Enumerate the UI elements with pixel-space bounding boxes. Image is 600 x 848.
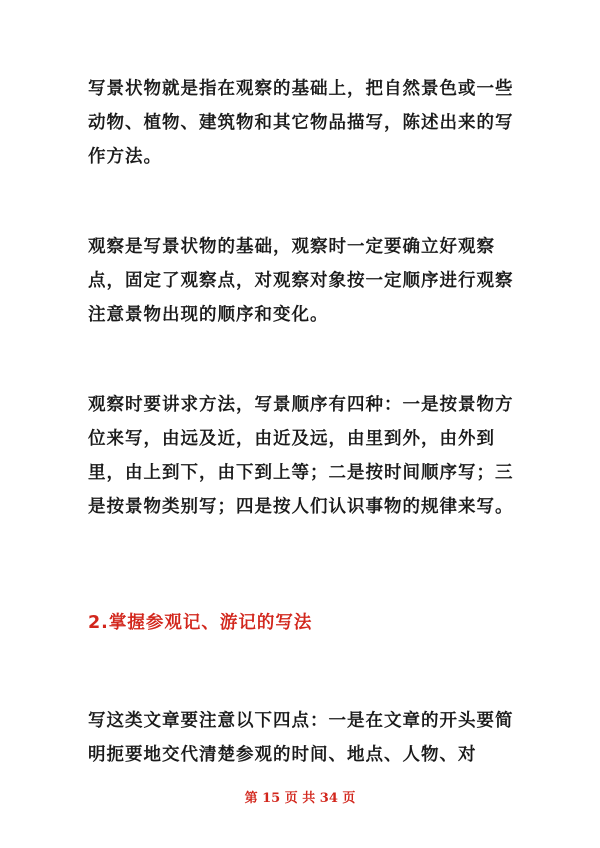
paragraph-intro: 写景状物就是指在观察的基础上，把自然景色或一些动物、植物、建筑物和其它物品描写，陈述出来的写作方法。	[88, 79, 514, 167]
paragraph-visit-notes: 写这类文章要注意以下四点：一是在文章的开头要简明扼要地交代清楚参观的时间、地点、人物、对	[88, 711, 514, 765]
section-heading: 2.掌握参观记、游记的写法	[88, 613, 313, 633]
paragraph-observation: 观察是写景状物的基础，观察时一定要确立好观察点，固定了观察点，对观察对象按一定顺序进行观察注意景物出现的顺序和变化。	[88, 237, 514, 325]
paragraph-methods: 观察时要讲求方法，写景顺序有四种：一是按景物方位来写，由远及近，由近及远，由里到外，由外到里，由上到下，由下到上等；二是按时间顺序写；三是按景物类别写；四是按人们认识事物的规律来写。	[88, 395, 514, 517]
page-number-footer: 第 15 页 共 34 页	[244, 791, 356, 806]
